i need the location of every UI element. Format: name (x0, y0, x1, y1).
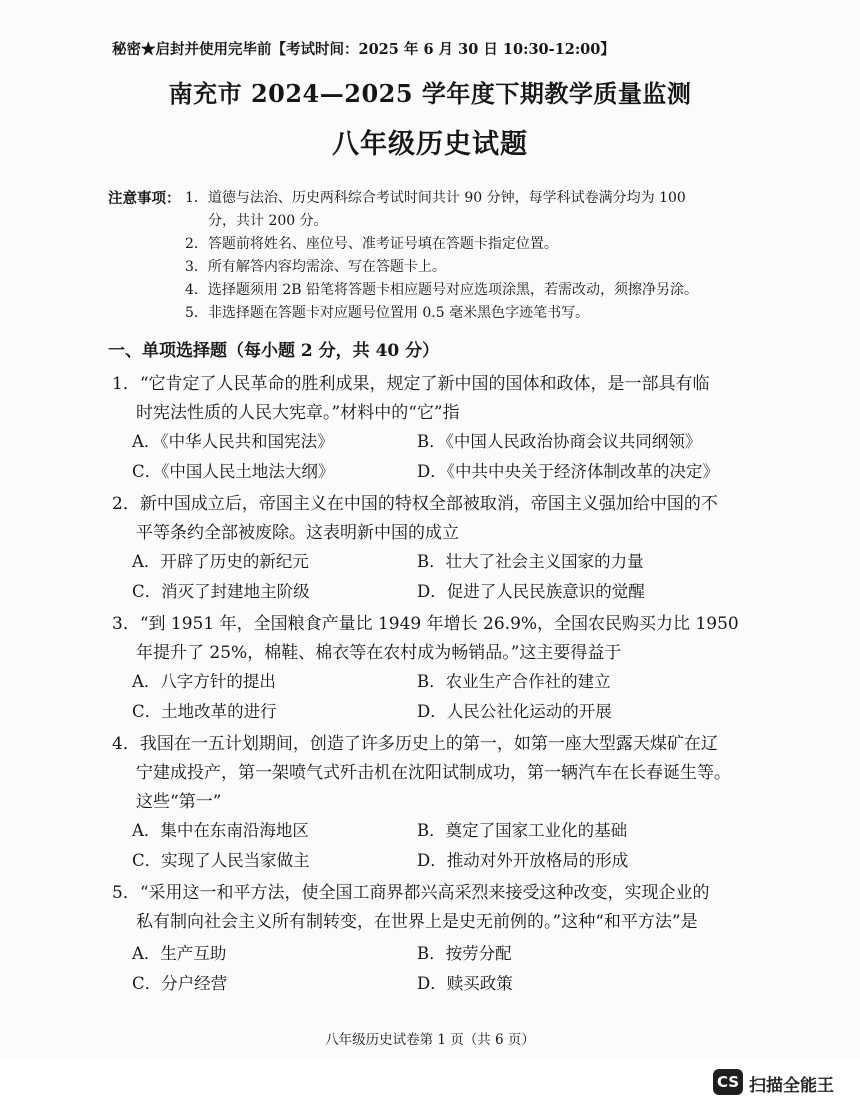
option-c: C．《中国人民土地法大纲》 (132, 462, 335, 481)
option-d: D．推动对外开放格局的形成 (417, 851, 629, 870)
option-b: B．奠定了国家工业化的基础 (417, 821, 628, 840)
notice-item: 5．非选择题在答题卡对应题号位置用 0.5 毫米黑色字迹笔书写。 (185, 305, 590, 321)
section-heading: 一、单项选择题（每小题 2 分，共 40 分） (108, 341, 440, 361)
question-4-line: 宁建成投产，第一架喷气式歼击机在沈阳试制成功，第一辆汽车在长春诞生等。 (136, 763, 731, 783)
question-5-line: 私有制向社会主义所有制转变，在世界上是史无前例的。”这种“和平方法”是 (136, 912, 698, 932)
question-2-line: 平等条约全部被废除。这表明新中国的成立 (136, 523, 459, 543)
option-a: A．《中华人民共和国宪法》 (132, 432, 334, 451)
question-4-line: 这些“第一” (136, 792, 222, 812)
option-b: B．《中国人民政治协商会议共同纲领》 (417, 432, 702, 451)
notice-item: 4．选择题须用 2B 铅笔将答题卡相应题号对应选项涂黑，若需改动，须擦净另涂。 (185, 282, 699, 298)
page-footer: 八年级历史试卷第 1 页（共 6 页） (325, 1032, 535, 1048)
option-d: D．赎买政策 (417, 974, 513, 993)
option-c: C．分户经营 (132, 974, 228, 993)
question-4-line: 4．我国在一五计划期间，创造了许多历史上的第一，如第一座大型露天煤矿在辽 (112, 734, 718, 754)
question-3-line: 年提升了 25%，棉鞋、棉衣等在农村成为畅销品。”这主要得益于 (136, 643, 622, 663)
question-1-line: 1．“它肯定了人民革命的胜利成果，规定了新中国的国体和政体，是一部具有临 (112, 374, 710, 394)
option-c: C．土地改革的进行 (132, 702, 277, 721)
option-c: C．消灭了封建地主阶级 (132, 582, 310, 601)
option-b: B．壮大了社会主义国家的力量 (417, 552, 644, 571)
notice-label: 注意事项： (108, 190, 181, 207)
camscanner-watermark: 扫描全能王 (749, 1076, 834, 1096)
question-5-line: 5．“采用这一和平方法，使全国工商界都兴高采烈来接受这种改变，实现企业的 (112, 883, 710, 903)
notice-item: 1．道德与法治、历史两科综合考试时间共计 90 分钟，每学科试卷满分均为 100 (185, 190, 686, 206)
exam-subject-title: 八年级历史试题 (332, 129, 528, 160)
option-d: D．人民公社化运动的开展 (417, 702, 612, 721)
option-b: B．农业生产合作社的建立 (417, 672, 611, 691)
question-1-line: 时宪法性质的人民大宪章。”材料中的“它”指 (136, 403, 460, 423)
confidential-header: 秘密★启封并使用完毕前【考试时间：2025 年 6 月 30 日 10:30-12:00】 (112, 41, 615, 58)
option-a: A．集中在东南沿海地区 (132, 821, 309, 840)
notice-item: 3．所有解答内容均需涂、写在答题卡上。 (185, 259, 446, 275)
option-a: A．开辟了历史的新纪元 (132, 552, 309, 571)
question-3-line: 3．“到 1951 年，全国粮食产量比 1949 年增长 26.9%，全国农民购买力比 1950 (112, 614, 739, 634)
notice-item: 分，共计 200 分。 (208, 213, 328, 229)
camscanner-logo-icon: CS (713, 1069, 743, 1095)
option-a: A．八字方针的提出 (132, 672, 276, 691)
question-2-line: 2．新中国成立后，帝国主义在中国的特权全部被取消，帝国主义强加给中国的不 (112, 494, 718, 514)
exam-title: 南充市 2024—2025 学年度下期教学质量监测 (168, 79, 692, 108)
option-d: D．《中共中央关于经济体制改革的决定》 (417, 462, 719, 481)
option-a: A．生产互助 (132, 944, 227, 963)
option-b: B．按劳分配 (417, 944, 512, 963)
option-c: C．实现了人民当家做主 (132, 851, 310, 870)
option-d: D．促进了人民民族意识的觉醒 (417, 582, 645, 601)
notice-item: 2．答题前将姓名、座位号、准考证号填在答题卡指定位置。 (185, 236, 558, 252)
